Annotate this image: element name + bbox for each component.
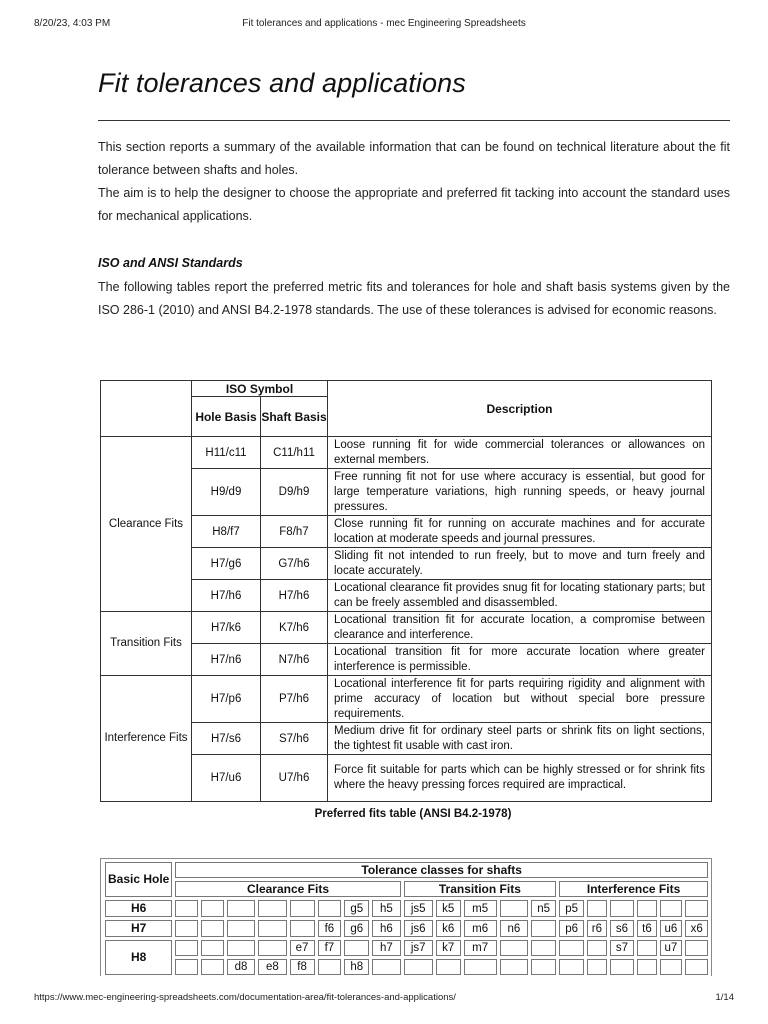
intro-paragraph-1: This section reports a summary of the available information that can be found on technical literature about the fit tolerance between shafts and holes. xyxy=(98,140,730,177)
description-cell: Sliding fit not intended to run freely, but to move and turn freely and locate accurately. xyxy=(328,548,712,580)
tolerance-class-cell: u6 xyxy=(660,920,683,937)
print-page-number: 1/14 xyxy=(715,992,734,1003)
hole-basis-cell: H8/f7 xyxy=(192,516,261,548)
tolerance-classes-table xyxy=(100,858,712,976)
tolerance-class-cell xyxy=(587,959,606,975)
tolerance-class-cell xyxy=(258,900,286,917)
tolerance-class-cell: js6 xyxy=(404,920,433,937)
print-datetime: 8/20/23, 4:03 PM xyxy=(34,18,111,29)
tolerance-class-cell xyxy=(637,900,656,917)
description-cell: Force fit suitable for parts which can be highly stressed or for shrink fits where the heavy pressing forces required are impractical. xyxy=(328,755,712,802)
tolerance-class-cell xyxy=(531,920,556,937)
tolerance-class-cell xyxy=(610,900,635,917)
tolerance-class-cell xyxy=(559,940,584,956)
shaft-basis-header: Shaft Basis xyxy=(261,397,328,437)
tolerance-class-cell: m7 xyxy=(464,940,497,956)
tolerance-class-cell xyxy=(637,959,656,975)
shaft-basis-cell: D9/h9 xyxy=(261,469,328,516)
shaft-basis-cell: C11/h11 xyxy=(261,437,328,469)
category-interference-fits: Interference Fits xyxy=(101,676,192,802)
tolerance-class-cell: f7 xyxy=(318,940,342,956)
tolerance-class-cell xyxy=(436,959,461,975)
tolerance-class-cell xyxy=(685,959,708,975)
print-header xyxy=(34,18,734,32)
tolerance-class-cell xyxy=(685,940,708,956)
print-footer xyxy=(34,992,734,1004)
tolerance-class-cell: r6 xyxy=(587,920,606,937)
description-cell: Locational transition fit for accurate location, a compromise between clearance and interference. xyxy=(328,612,712,644)
category-transition-fits: Transition Fits xyxy=(101,612,192,676)
tolerance-class-cell xyxy=(258,940,286,956)
tolerance-class-cell xyxy=(318,900,342,917)
tolerance-class-cell xyxy=(587,940,606,956)
tolerance-class-cell xyxy=(500,959,528,975)
tolerance-class-cell: js7 xyxy=(404,940,433,956)
tolerance-class-cell xyxy=(587,900,606,917)
shaft-basis-cell: P7/h6 xyxy=(261,676,328,723)
tolerance-class-cell: d8 xyxy=(227,959,255,975)
tolerance-class-cell: g5 xyxy=(344,900,369,917)
tolerance-class-cell xyxy=(500,940,528,956)
tolerance-class-cell: e8 xyxy=(258,959,286,975)
description-cell: Free running fit not for use where accuracy is essential, but good for large temperature variations, high running speeds, or heavy journal pressures. xyxy=(328,469,712,516)
tolerance-class-cell xyxy=(559,959,584,975)
tolerance-class-cell xyxy=(175,959,198,975)
tolerance-class-cell xyxy=(258,920,286,937)
tolerance-class-cell xyxy=(318,959,342,975)
tolerance-class-cell xyxy=(201,959,224,975)
hole-basis-cell: H7/h6 xyxy=(192,580,261,612)
hole-basis-cell: H7/s6 xyxy=(192,723,261,755)
hole-basis-cell: H7/n6 xyxy=(192,644,261,676)
group-transition-fits: Transition Fits xyxy=(404,881,557,897)
page-title: Fit tolerances and applications xyxy=(98,68,466,98)
tolerance-class-cell xyxy=(201,940,224,956)
tolerance-class-cell: n5 xyxy=(531,900,556,917)
shaft-basis-cell: G7/h6 xyxy=(261,548,328,580)
tolerance-class-cell xyxy=(464,959,497,975)
shaft-basis-cell: U7/h6 xyxy=(261,755,328,802)
tolerance-row xyxy=(105,940,708,956)
hole-basis-header: Hole Basis xyxy=(192,397,261,437)
hole-basis-cell: H7/p6 xyxy=(192,676,261,723)
tolerance-class-cell xyxy=(344,940,369,956)
tolerance-class-cell: h7 xyxy=(372,940,400,956)
tolerance-class-cell xyxy=(660,900,683,917)
tolerance-class-cell: u7 xyxy=(660,940,683,956)
tolerance-class-cell: s7 xyxy=(610,940,635,956)
standards-paragraph: The following tables report the preferred metric fits and tolerances for hole and shaft basis systems given by the ISO 286-1 (2010) and ANSI B4.2-1978 standards. The use of these tolerances is advised for economic reasons. xyxy=(98,280,730,317)
tolerance-class-cell: k6 xyxy=(436,920,461,937)
hole-basis-cell: H9/d9 xyxy=(192,469,261,516)
intro-paragraph-2: The aim is to help the designer to choose the appropriate and preferred fit tacking into account the standard uses for mechanical applications. xyxy=(98,186,730,223)
shaft-basis-cell: F8/h7 xyxy=(261,516,328,548)
description-cell: Locational transition fit for more accurate location where greater interference is permissible. xyxy=(328,644,712,676)
tolerance-class-cell: t6 xyxy=(637,920,656,937)
section-heading: ISO and ANSI Standards xyxy=(98,256,243,270)
tolerance-classes-title: Tolerance classes for shafts xyxy=(175,862,708,878)
description-cell: Loose running fit for wide commercial tolerances or allowances on external members. xyxy=(328,437,712,469)
hole-basis-cell: H7/u6 xyxy=(192,755,261,802)
hole-basis-cell: H7/g6 xyxy=(192,548,261,580)
tolerance-row xyxy=(105,959,708,975)
basic-hole-cell: H6 xyxy=(105,900,172,917)
basic-hole-cell: H7 xyxy=(105,920,172,937)
tolerance-class-cell xyxy=(227,920,255,937)
description-cell: Close running fit for running on accurate machines and for accurate location at moderate speeds and journal pressures. xyxy=(328,516,712,548)
category-clearance-fits: Clearance Fits xyxy=(101,437,192,612)
basic-hole-header: Basic Hole xyxy=(105,862,172,897)
tolerance-class-cell xyxy=(175,940,198,956)
hole-basis-cell: H7/k6 xyxy=(192,612,261,644)
tolerance-class-cell xyxy=(500,900,528,917)
tolerance-class-cell: h8 xyxy=(344,959,369,975)
group-interference-fits: Interference Fits xyxy=(559,881,708,897)
shaft-basis-cell: N7/h6 xyxy=(261,644,328,676)
tolerance-class-cell xyxy=(201,900,224,917)
tolerance-class-cell xyxy=(372,959,400,975)
tolerance-class-cell xyxy=(637,940,656,956)
tolerance-class-cell xyxy=(610,959,635,975)
tolerance-class-cell: x6 xyxy=(685,920,708,937)
preferred-fits-table xyxy=(100,380,712,802)
tolerance-class-cell: h5 xyxy=(372,900,400,917)
table-caption: Preferred fits table (ANSI B4.2-1978) xyxy=(314,808,512,820)
shaft-basis-cell: K7/h6 xyxy=(261,612,328,644)
tolerance-class-cell xyxy=(227,940,255,956)
tolerance-row xyxy=(105,920,708,937)
title-divider xyxy=(98,120,730,121)
tolerance-class-cell xyxy=(201,920,224,937)
description-header: Description xyxy=(328,381,712,437)
tolerance-class-cell xyxy=(175,920,198,937)
tolerance-class-cell: f8 xyxy=(290,959,315,975)
basic-hole-cell: H8 xyxy=(105,940,172,975)
tolerance-class-cell: g6 xyxy=(344,920,369,937)
group-clearance-fits: Clearance Fits xyxy=(175,881,400,897)
tolerance-class-cell: k5 xyxy=(436,900,461,917)
tolerance-class-cell: m5 xyxy=(464,900,497,917)
description-cell: Locational interference fit for parts requiring rigidity and alignment with prime accuracy of location but without special bore pressure requirements. xyxy=(328,676,712,723)
tolerance-class-cell: s6 xyxy=(610,920,635,937)
tolerance-class-cell: h6 xyxy=(372,920,400,937)
hole-basis-cell: H11/c11 xyxy=(192,437,261,469)
tolerance-class-cell xyxy=(660,959,683,975)
shaft-basis-cell: H7/h6 xyxy=(261,580,328,612)
tolerance-class-cell: m6 xyxy=(464,920,497,937)
tolerance-class-cell: p6 xyxy=(559,920,584,937)
tolerance-class-cell xyxy=(531,940,556,956)
tolerance-class-cell xyxy=(531,959,556,975)
tolerance-class-cell xyxy=(227,900,255,917)
print-page-title: Fit tolerances and applications - mec Engineering Spreadsheets xyxy=(242,18,526,29)
tolerance-class-cell: n6 xyxy=(500,920,528,937)
tolerance-class-cell xyxy=(175,900,198,917)
tolerance-class-cell xyxy=(290,920,315,937)
tolerance-grid xyxy=(102,859,711,978)
empty-corner-cell xyxy=(101,381,192,437)
iso-symbol-header: ISO Symbol xyxy=(192,381,328,397)
tolerance-class-cell: e7 xyxy=(290,940,315,956)
description-cell: Medium drive fit for ordinary steel parts or shrink fits on light sections, the tightest fit usable with cast iron. xyxy=(328,723,712,755)
tolerance-class-cell: f6 xyxy=(318,920,342,937)
tolerance-class-cell xyxy=(404,959,433,975)
tolerance-class-cell: js5 xyxy=(404,900,433,917)
tolerance-class-cell: p5 xyxy=(559,900,584,917)
description-cell: Locational clearance fit provides snug fit for locating stationary parts; but can be freely assembled and disassembled. xyxy=(328,580,712,612)
tolerance-row xyxy=(105,900,708,917)
print-url: https://www.mec-engineering-spreadsheets.com/documentation-area/fit-tolerances-and-applications/ xyxy=(34,992,456,1003)
shaft-basis-cell: S7/h6 xyxy=(261,723,328,755)
tolerance-class-cell xyxy=(685,900,708,917)
tolerance-class-cell: k7 xyxy=(436,940,461,956)
tolerance-class-cell xyxy=(290,900,315,917)
